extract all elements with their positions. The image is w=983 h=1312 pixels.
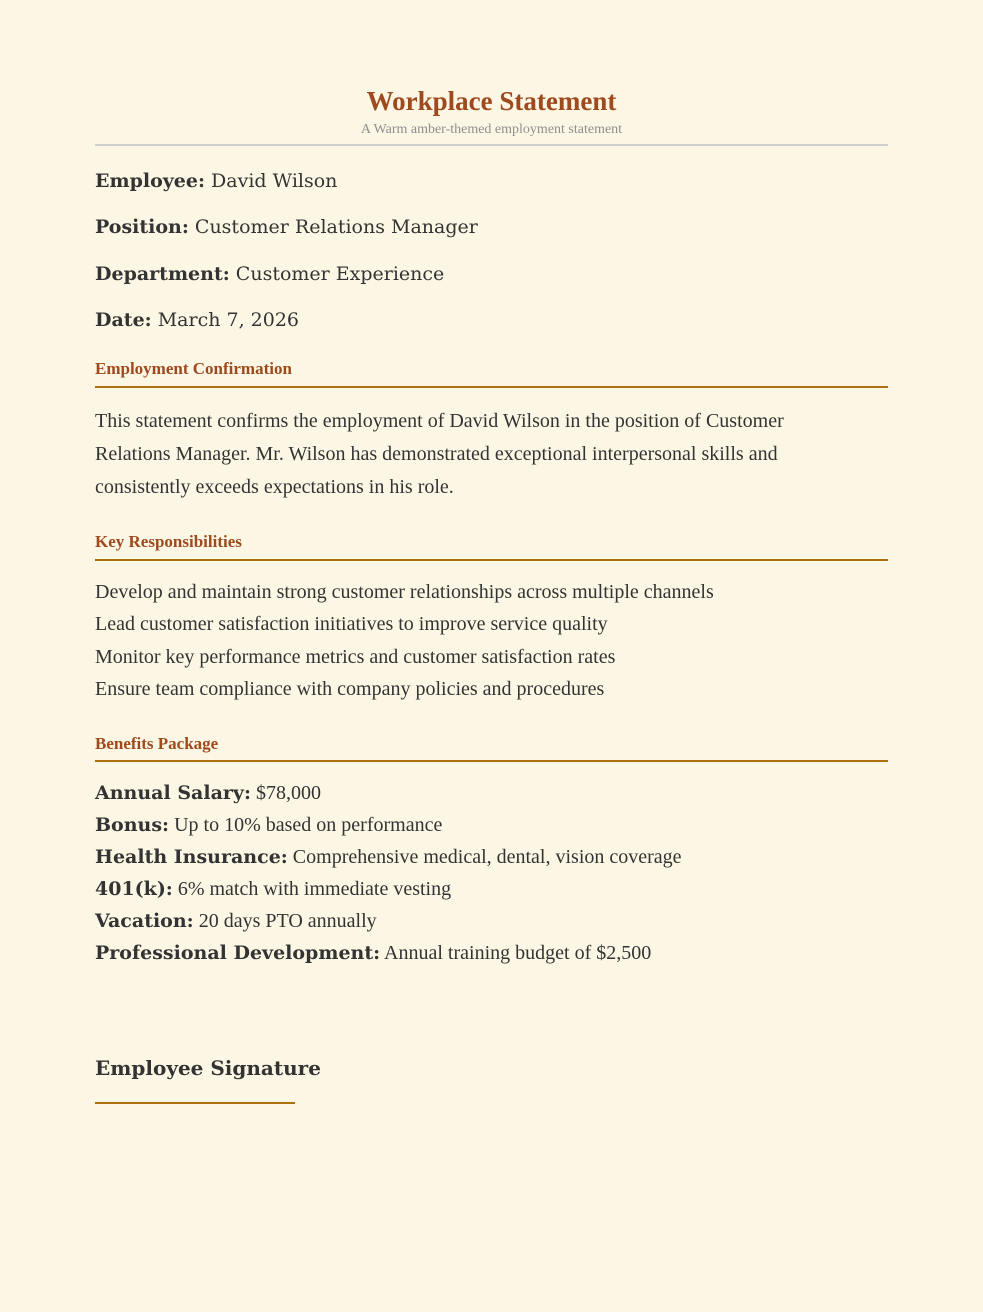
list-item: Monitor key performance metrics and customer satisfaction rates	[95, 645, 616, 668]
info-label-employee: Employee:	[95, 169, 205, 192]
responsibilities-list	[95, 576, 888, 706]
benefit-label: Health Insurance:	[95, 846, 288, 869]
benefit-line-health-insurance	[95, 841, 888, 873]
section-heading-employment-confirmation: Employment Confirmation	[95, 359, 888, 388]
signature-block	[95, 1057, 888, 1104]
section-employment-confirmation	[95, 359, 888, 504]
benefit-line-vacation	[95, 905, 888, 937]
benefit-label: Annual Salary:	[95, 782, 251, 805]
section-heading-benefits-package: Benefits Package	[95, 734, 888, 763]
section-heading-key-responsibilities: Key Responsibilities	[95, 532, 888, 561]
info-value-employee: David Wilson	[211, 169, 338, 192]
benefit-value: Annual training budget of $2,500	[384, 942, 652, 965]
info-line-position	[95, 216, 888, 238]
benefit-line-professional-development	[95, 937, 888, 969]
benefit-value: $78,000	[255, 782, 321, 805]
benefit-line-annual-salary	[95, 777, 888, 809]
info-label-date: Date:	[95, 309, 152, 332]
signature-line	[95, 1102, 295, 1104]
list-item: Ensure team compliance with company policies and procedures	[95, 678, 605, 701]
benefit-value: Up to 10% based on performance	[174, 814, 443, 837]
document-header	[95, 86, 888, 146]
list-item: Lead customer satisfaction initiatives to improve service quality	[95, 613, 608, 636]
benefit-value: 20 days PTO annually	[198, 910, 377, 933]
benefit-label: Vacation:	[95, 910, 194, 933]
benefit-value: Comprehensive medical, dental, vision coverage	[292, 846, 682, 869]
benefit-line-401k	[95, 873, 888, 905]
benefit-label: Bonus:	[95, 814, 170, 837]
info-value-department: Customer Experience	[235, 262, 445, 285]
benefit-line-bonus	[95, 809, 888, 841]
info-line-department	[95, 263, 888, 285]
info-value-position: Customer Relations Manager	[194, 216, 478, 239]
benefit-label: Professional Development:	[95, 942, 381, 965]
section-benefits-package	[95, 734, 888, 970]
section-key-responsibilities	[95, 532, 888, 706]
signature-label: Employee Signature	[95, 1056, 321, 1081]
document-subtitle: A Warm amber-themed employment statement	[360, 122, 623, 138]
benefit-label: 401(k):	[95, 878, 173, 901]
info-label-position: Position:	[95, 216, 189, 239]
info-label-department: Department:	[95, 262, 230, 285]
info-line-employee	[95, 170, 888, 192]
info-value-date: March 7, 2026	[157, 309, 300, 332]
benefit-value: 6% match with immediate vesting	[177, 878, 452, 901]
confirmation-paragraph: This statement confirms the employment of David Wilson in the position of Customer Relations Manager. Mr. Wilson has demonstrated exceptional interpersonal skills and consistently exceeds expectations in his role.	[95, 410, 784, 499]
benefits-list	[95, 777, 888, 969]
employee-info	[95, 170, 888, 332]
page-title: Workplace Statement	[366, 86, 617, 116]
list-item: Develop and maintain strong customer relationships across multiple channels	[95, 580, 714, 603]
info-line-date	[95, 309, 888, 331]
